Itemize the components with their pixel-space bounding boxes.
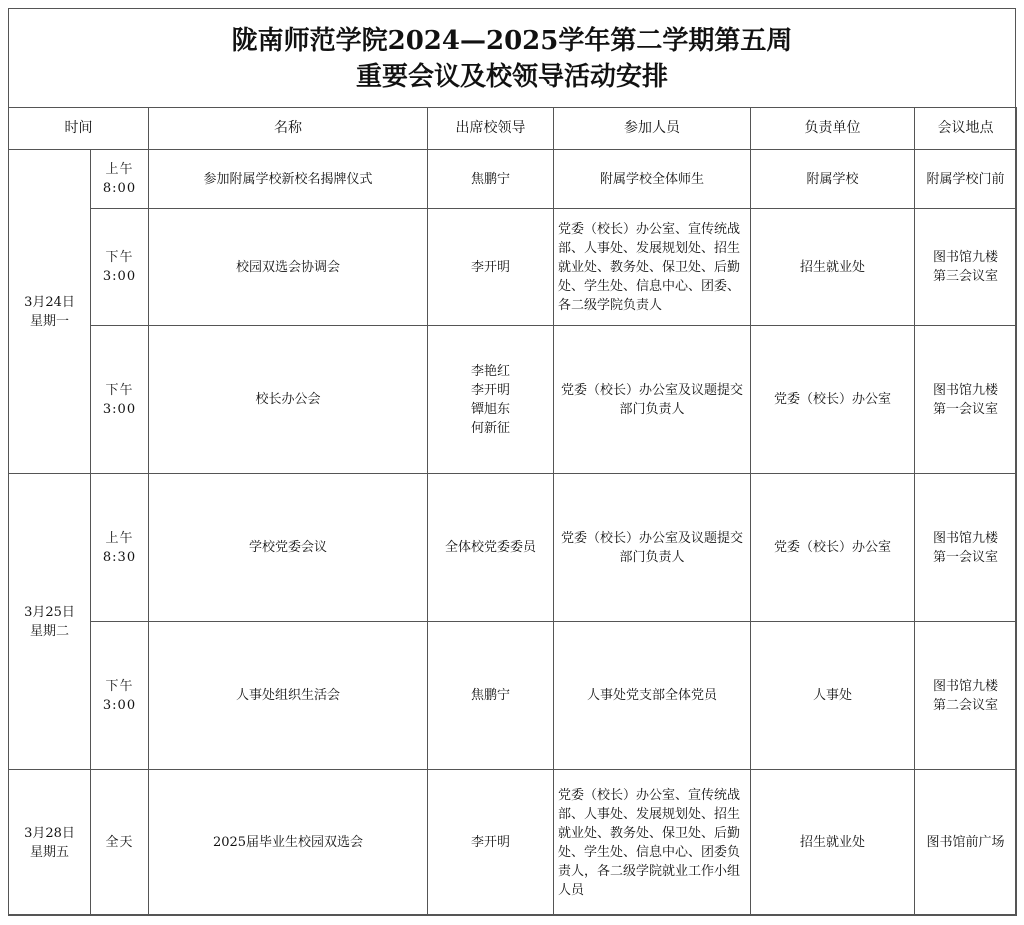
location-cell: 图书馆前广场 xyxy=(915,770,1017,916)
title-line-1: 陇南师范学院2024—2025学年第二学期第五周 xyxy=(231,26,793,56)
table-row xyxy=(9,770,1017,916)
leader-cell: 李开明 xyxy=(428,770,554,916)
header-row xyxy=(9,108,1017,150)
participants-cell: 党委（校长）办公室及议题提交部门负责人 xyxy=(554,326,751,474)
table-row xyxy=(9,150,1017,209)
table-row xyxy=(9,474,1017,622)
title-block xyxy=(8,8,1016,107)
leader-cell: 焦鹏宁 xyxy=(428,150,554,209)
participants-cell: 党委（校长）办公室、宣传统战部、人事处、发展规划处、招生就业处、教务处、保卫处、后勤处、学生处、信息中心、团委、各二级学院负责人 xyxy=(554,209,751,326)
time-cell: 下午 3:00 xyxy=(91,209,149,326)
table-row xyxy=(9,326,1017,474)
header-leader: 出席校领导 xyxy=(428,108,554,150)
day-cell: 3月25日 星期二 xyxy=(9,474,91,770)
location-cell: 图书馆九楼 第一会议室 xyxy=(915,474,1017,622)
title-line-2: 重要会议及校领导活动安排 xyxy=(355,62,668,92)
unit-cell: 党委（校长）办公室 xyxy=(751,474,915,622)
unit-cell: 招生就业处 xyxy=(751,770,915,916)
meeting-name: 参加附属学校新校名揭牌仪式 xyxy=(149,150,428,209)
leader-cell: 全体校党委委员 xyxy=(428,474,554,622)
meeting-name: 人事处组织生活会 xyxy=(149,622,428,770)
meeting-name: 校园双选会协调会 xyxy=(149,209,428,326)
day-cell: 3月24日 星期一 xyxy=(9,150,91,474)
location-cell: 图书馆九楼 第一会议室 xyxy=(915,326,1017,474)
leader-cell: 焦鹏宁 xyxy=(428,622,554,770)
location-cell: 图书馆九楼 第三会议室 xyxy=(915,209,1017,326)
header-time: 时间 xyxy=(9,108,149,150)
time-cell: 下午 3:00 xyxy=(91,326,149,474)
participants-cell: 党委（校长）办公室、宣传统战部、人事处、发展规划处、招生就业处、教务处、保卫处、后勤处、学生处、信息中心、团委负责人，各二级学院就业工作小组人员 xyxy=(554,770,751,916)
unit-cell: 招生就业处 xyxy=(751,209,915,326)
time-cell: 上午 8:30 xyxy=(91,474,149,622)
unit-cell: 附属学校 xyxy=(751,150,915,209)
time-cell: 全天 xyxy=(91,770,149,916)
header-unit: 负责单位 xyxy=(751,108,915,150)
location-cell: 附属学校门前 xyxy=(915,150,1017,209)
location-cell: 图书馆九楼 第二会议室 xyxy=(915,622,1017,770)
participants-cell: 党委（校长）办公室及议题提交部门负责人 xyxy=(554,474,751,622)
day-cell: 3月28日 星期五 xyxy=(9,770,91,916)
schedule-table xyxy=(8,107,1017,916)
unit-cell: 人事处 xyxy=(751,622,915,770)
time-cell: 下午 3:00 xyxy=(91,622,149,770)
table-row xyxy=(9,622,1017,770)
participants-cell: 人事处党支部全体党员 xyxy=(554,622,751,770)
meeting-name: 2025届毕业生校园双选会 xyxy=(149,770,428,916)
table-row xyxy=(9,209,1017,326)
meeting-name: 学校党委会议 xyxy=(149,474,428,622)
leader-cell: 李艳红 李开明 镡旭东 何新征 xyxy=(428,326,554,474)
meeting-name: 校长办公会 xyxy=(149,326,428,474)
header-participants: 参加人员 xyxy=(554,108,751,150)
header-location: 会议地点 xyxy=(915,108,1017,150)
unit-cell: 党委（校长）办公室 xyxy=(751,326,915,474)
participants-cell: 附属学校全体师生 xyxy=(554,150,751,209)
leader-cell: 李开明 xyxy=(428,209,554,326)
time-cell: 上午 8:00 xyxy=(91,150,149,209)
header-name: 名称 xyxy=(149,108,428,150)
